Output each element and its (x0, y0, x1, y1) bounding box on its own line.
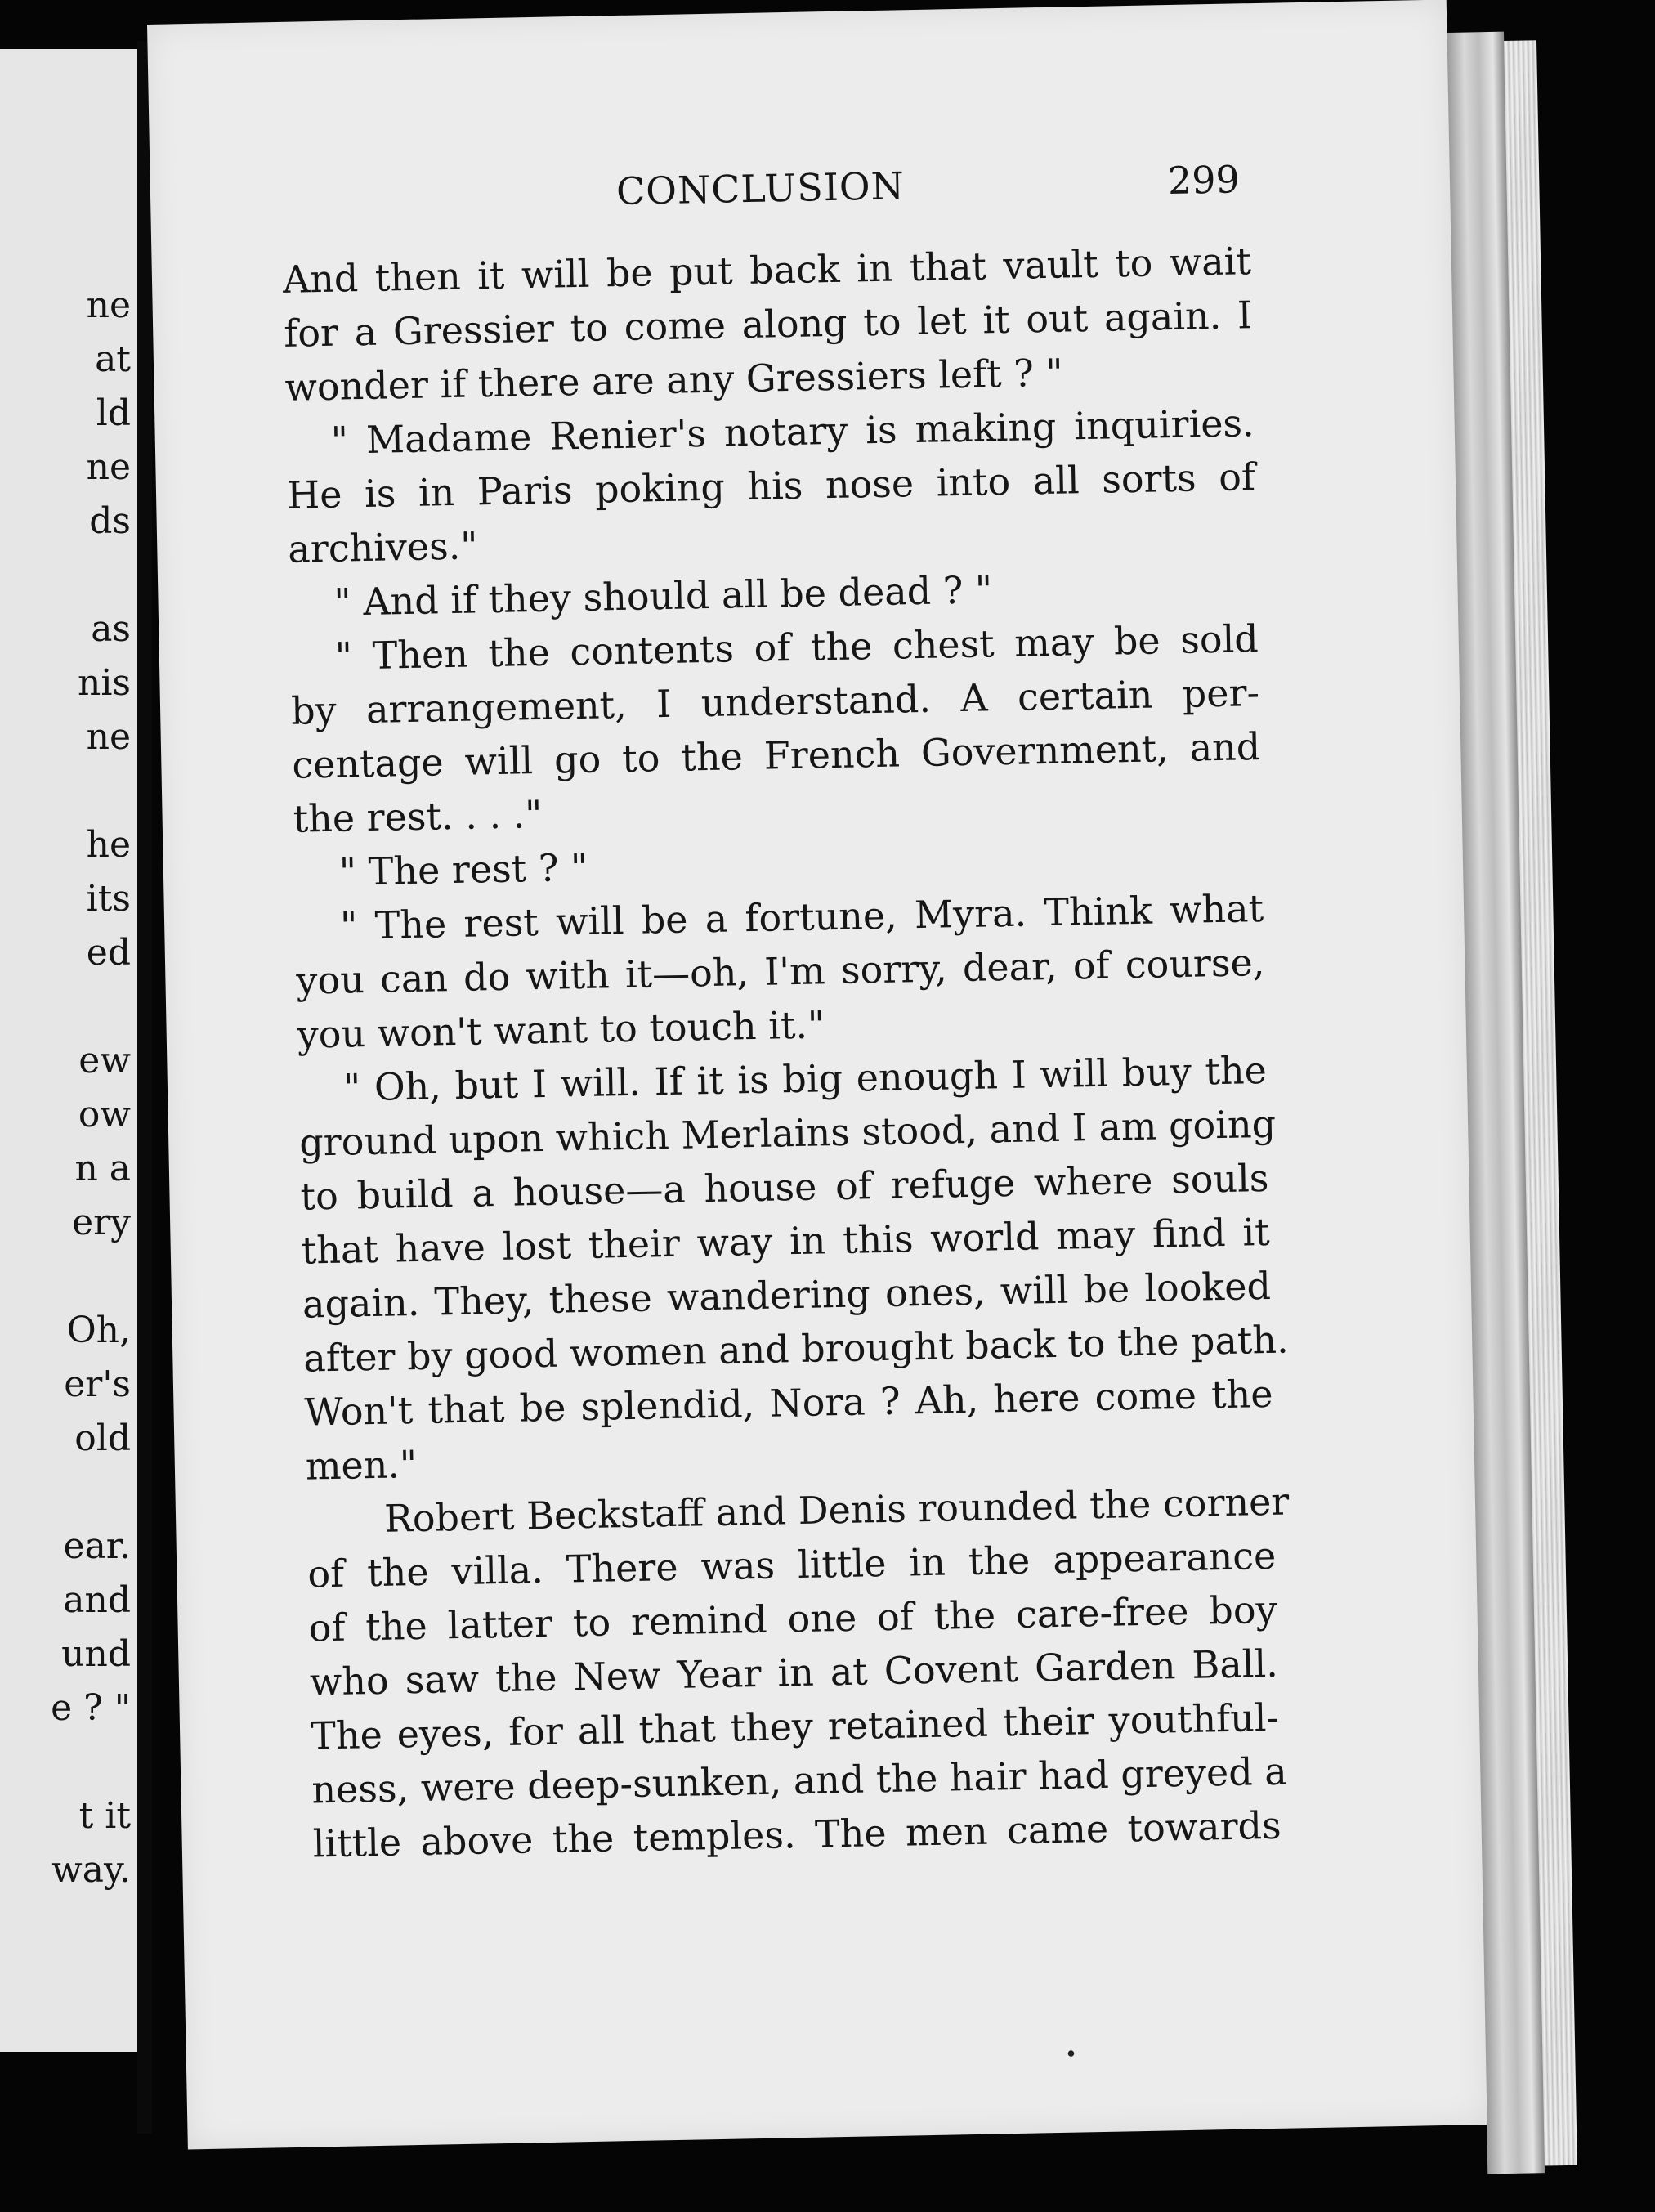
text-line: that have lost their way in this world may find it (301, 1209, 1271, 1273)
text-line: the rest. . . ." (293, 791, 543, 841)
running-head: CONCLUSION (615, 163, 906, 214)
text-line: Won't that be splendid, Nora ? Ah, here come the (304, 1371, 1273, 1435)
left-page-fragment: ne (86, 284, 131, 326)
text-line: little above the temples. The men came towards (312, 1802, 1282, 1866)
text-line: who saw the New Year in at Covent Garden Ball. (309, 1641, 1279, 1704)
left-page-fragment: er's (64, 1363, 131, 1405)
left-page-fragment: way. (51, 1849, 131, 1891)
text-line: " And if they should all be dead ? " (333, 567, 993, 625)
text-line: men." (305, 1441, 418, 1489)
right-page (147, 0, 1487, 2150)
text-line: ness, were deep-sunken, and the hair had greyed a (311, 1749, 1288, 1812)
text-line: for a Gressier to come along to let it out again. I (283, 293, 1253, 356)
text-line: " Then the contents of the chest may be sold (334, 616, 1259, 678)
text-line: " The rest ? " (338, 844, 588, 894)
text-line: you won't want to touch it." (297, 1002, 825, 1057)
text-line: centage will go to the French Government, and (291, 724, 1261, 787)
text-line: " The rest will be a fortune, Myra. Think what (339, 885, 1264, 948)
text-line: after by good women and brought back to the path. (302, 1317, 1290, 1381)
text-line: ground upon which Merlains stood, and I am going (298, 1101, 1277, 1165)
left-page-fragment: its (86, 878, 131, 920)
left-page-fragment: ear. (63, 1525, 131, 1567)
text-line: Robert Beckstaff and Denis rounded the corner (383, 1479, 1290, 1541)
left-page-fragment: old (74, 1417, 131, 1459)
left-page-fragment: und (61, 1633, 131, 1675)
text-line: again. They, these wandering ones, will be looked (302, 1263, 1272, 1327)
left-page-fragment: ds (89, 500, 131, 542)
text-line: of the latter to remind one of the care-free boy (308, 1587, 1277, 1650)
text-line: you can do with it—oh, I'm sorry, dear, of course, (295, 939, 1265, 1003)
left-page-sliver (0, 49, 137, 2052)
text-line: The eyes, for all that they retained their youthful- (310, 1695, 1280, 1758)
left-page-fragment: ery (72, 1202, 131, 1243)
book-gutter (137, 41, 152, 2134)
text-line: by arrangement, I understand. A certain per- (290, 670, 1260, 733)
page-number: 299 (1167, 157, 1241, 204)
left-page-fragment: nis (78, 662, 131, 704)
left-page-fragment: ne (86, 716, 131, 758)
body-text (282, 234, 1290, 1870)
left-page-fragment: e ? " (51, 1687, 131, 1729)
text-line: " Oh, but I will. If it is big enough I will buy the (342, 1047, 1268, 1110)
left-page-fragment: t it (78, 1795, 131, 1837)
left-page-fragment: he (86, 824, 131, 866)
text-line: archives." (287, 523, 478, 571)
left-page-fragment: Oh, (66, 1310, 131, 1351)
text-line: " Madame Renier's notary is making inquiries. (330, 401, 1255, 463)
page-header (150, 153, 1451, 235)
text-line: of the villa. There was little in the appearance (306, 1533, 1277, 1596)
text-line: He is in Paris poking his nose into all sorts of (286, 454, 1256, 517)
left-page-fragment: n a (74, 1148, 131, 1189)
text-line: And then it will be put back in that vault to wait (282, 239, 1252, 302)
left-page-fragment: and (63, 1579, 131, 1621)
text-line: wonder if there are any Gressiers left ? " (284, 350, 1064, 410)
left-page-fragment: ew (78, 1040, 131, 1081)
left-page-fragment: at (95, 338, 131, 380)
left-page-fragment: ed (86, 932, 131, 974)
ink-speck: • (1064, 2042, 1078, 2067)
text-line: to build a house—a house of refuge where souls (300, 1155, 1269, 1219)
left-page-fragment: ld (96, 392, 131, 434)
left-page-fragment: as (91, 608, 131, 650)
left-page-fragment: ow (78, 1094, 131, 1135)
left-page-fragment: ne (86, 446, 131, 488)
